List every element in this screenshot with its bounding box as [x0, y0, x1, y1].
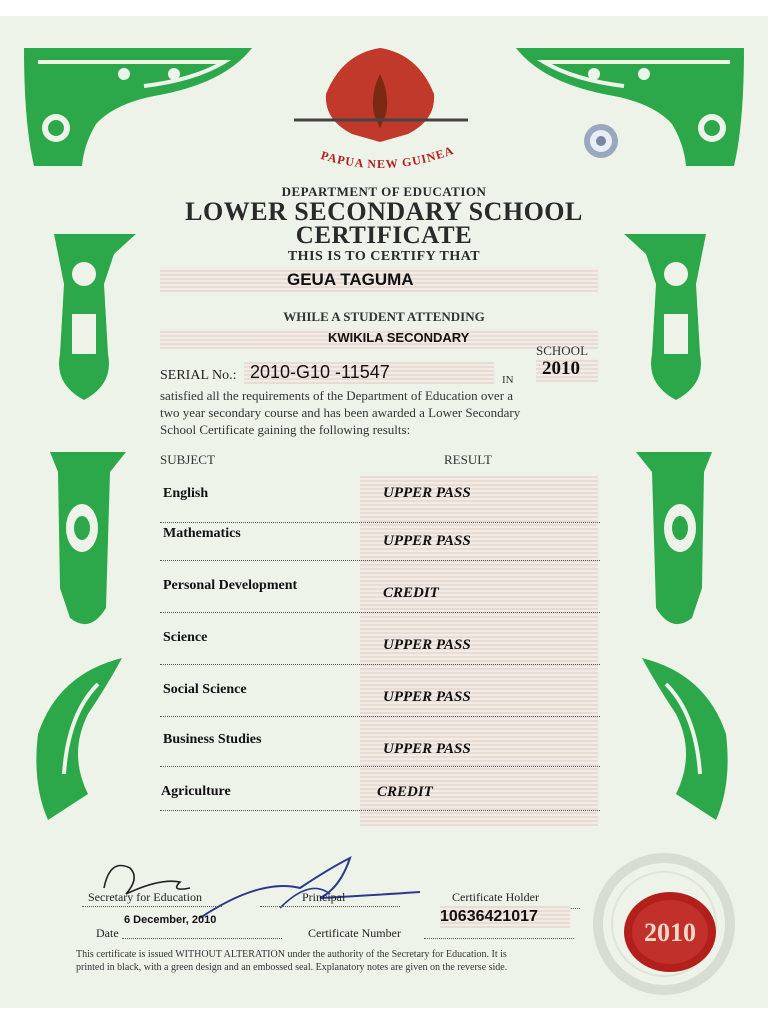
- principal-signature-line: [260, 906, 400, 907]
- subject-science: Science: [163, 630, 208, 645]
- statement-block: [160, 387, 600, 438]
- subject-mathematics: Mathematics: [163, 526, 241, 541]
- emblem-country-text: PAPUA NEW GUINEA: [319, 142, 456, 172]
- footer-line: printed in black, with a green design and an embossed seal. Explanatory notes are given on the reverse side.: [76, 962, 508, 973]
- corner-ornament-top-right: [512, 44, 744, 168]
- holder-label: Certificate Holder: [452, 890, 539, 904]
- student-name: GEUA TAGUMA: [287, 270, 414, 289]
- result-english: UPPER PASS: [383, 485, 471, 501]
- row-divider: [160, 560, 600, 561]
- row-divider: [160, 766, 600, 767]
- svg-text:PAPUA NEW GUINEA: [319, 143, 456, 171]
- row-divider: [160, 664, 600, 665]
- certificate-title-line1: LOWER SECONDARY SCHOOL: [185, 197, 583, 226]
- subject-english: English: [163, 486, 209, 501]
- school-year: 2010: [542, 358, 580, 379]
- footer-line: This certificate is issued WITHOUT ALTERATION under the authority of the Secretary for Education. It is: [76, 949, 507, 960]
- result-agriculture: CREDIT: [377, 784, 433, 800]
- result-social-science: UPPER PASS: [383, 689, 471, 705]
- date-label: Date: [96, 926, 119, 940]
- school-label: SCHOOL: [536, 343, 589, 358]
- subject-social-science: Social Science: [163, 682, 247, 697]
- serial-label: SERIAL No.:: [160, 368, 237, 383]
- result-science: UPPER PASS: [383, 637, 471, 653]
- serial-value: 2010-G10 -11547: [250, 362, 390, 382]
- date-value: 6 December, 2010: [124, 914, 217, 926]
- side-ornament-left-3: [28, 654, 128, 824]
- subject-header: SUBJECT: [160, 452, 215, 467]
- result-business-studies: UPPER PASS: [383, 741, 471, 757]
- row-divider: [160, 716, 600, 717]
- in-label: IN: [502, 374, 514, 386]
- embossed-seal-icon: [576, 852, 752, 1002]
- seal-year: 2010: [644, 918, 696, 947]
- certificate-title-line2: CERTIFICATE: [295, 222, 473, 249]
- corner-ornament-top-left: [24, 44, 256, 168]
- footer-note: [76, 948, 676, 974]
- subject-business-studies: Business Studies: [163, 732, 262, 747]
- png-emblem-icon: [282, 44, 478, 184]
- cert-number-line: [424, 938, 574, 939]
- statement-line: two year secondary course and has been awarded a Lower Secondary: [160, 405, 521, 420]
- certificate-sheet: [0, 16, 768, 1008]
- side-ornament-right-2: [632, 448, 732, 634]
- date-line: [122, 938, 282, 939]
- row-divider: [160, 612, 600, 613]
- result-personal-development: CREDIT: [383, 585, 439, 601]
- attending-label: WHILE A STUDENT ATTENDING: [283, 309, 485, 324]
- principal-label: Principal: [302, 890, 346, 904]
- certify-statement: THIS IS TO CERTIFY THAT: [287, 249, 481, 264]
- side-ornament-right-3: [636, 654, 736, 824]
- side-ornament-left-2: [30, 448, 130, 634]
- department-label: DEPARTMENT OF EDUCATION: [281, 184, 487, 199]
- result-mathematics: UPPER PASS: [383, 533, 471, 549]
- secretary-signature-line: [82, 906, 222, 907]
- secretary-label: Secretary for Education: [88, 890, 202, 904]
- hologram-sticker-icon: [582, 122, 620, 160]
- school-name: KWIKILA SECONDARY: [328, 330, 470, 345]
- statement-line: satisfied all the requirements of the Department of Education over a: [160, 388, 514, 403]
- subject-agriculture: Agriculture: [161, 784, 231, 799]
- row-divider: [160, 810, 600, 811]
- subject-personal-development: Personal Development: [163, 578, 298, 593]
- statement-line: School Certificate gaining the following results:: [160, 422, 411, 437]
- certificate-number: 10636421017: [440, 908, 538, 925]
- row-divider: [160, 522, 600, 523]
- result-header: RESULT: [444, 452, 492, 467]
- cert-number-label: Certificate Number: [308, 926, 401, 940]
